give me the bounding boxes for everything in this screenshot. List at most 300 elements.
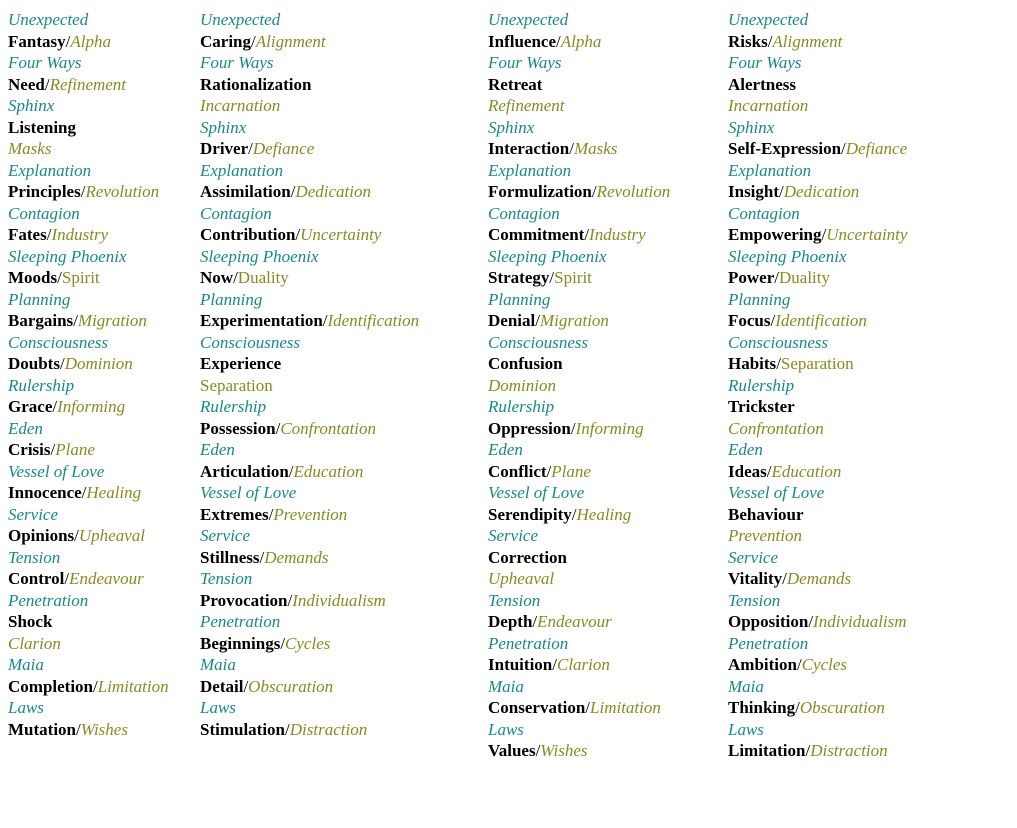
word-entry bbox=[728, 267, 907, 289]
word-entry bbox=[8, 525, 169, 547]
word-entry bbox=[200, 353, 419, 375]
word-entry bbox=[488, 332, 670, 354]
secondary-word: Masks bbox=[8, 139, 52, 158]
category-word: Four Ways bbox=[8, 53, 82, 72]
word-entry bbox=[488, 633, 670, 655]
category-word: Explanation bbox=[488, 160, 572, 180]
slash-separator: / bbox=[767, 31, 773, 51]
word-entry bbox=[200, 396, 419, 418]
primary-word: Focus bbox=[728, 311, 771, 330]
word-entry bbox=[8, 439, 169, 461]
category-word: Tension bbox=[200, 569, 253, 588]
secondary-word: Endeavour bbox=[537, 612, 612, 631]
word-entry bbox=[200, 160, 419, 182]
secondary-word: Migration bbox=[77, 311, 147, 330]
word-entry bbox=[8, 504, 169, 526]
primary-word: Commitment bbox=[488, 225, 585, 244]
word-column-4 bbox=[728, 9, 907, 762]
primary-word: Doubts bbox=[8, 354, 60, 373]
word-entry bbox=[728, 31, 907, 53]
slash-separator: / bbox=[766, 461, 772, 481]
word-entry bbox=[8, 52, 169, 74]
slash-separator: / bbox=[808, 612, 814, 631]
slash-separator: / bbox=[552, 655, 557, 674]
category-word: Consciousness bbox=[488, 332, 589, 352]
secondary-word: Refinement bbox=[49, 74, 127, 94]
category-word: Contagion bbox=[488, 203, 560, 223]
word-entry bbox=[200, 52, 419, 74]
secondary-word: Plane bbox=[55, 440, 95, 459]
secondary-word: Defiance bbox=[845, 139, 908, 158]
secondary-word: Migration bbox=[539, 311, 609, 330]
category-word: Laws bbox=[488, 719, 524, 739]
word-entry bbox=[8, 95, 169, 117]
word-entry bbox=[728, 138, 907, 160]
word-entry bbox=[488, 267, 670, 289]
primary-word: Values bbox=[488, 741, 536, 760]
word-entry bbox=[8, 9, 169, 31]
slash-separator: / bbox=[776, 354, 781, 373]
word-entry bbox=[488, 246, 670, 268]
word-entry bbox=[488, 31, 670, 53]
word-entry bbox=[200, 31, 419, 53]
category-word: Contagion bbox=[8, 203, 80, 223]
primary-word: Strategy bbox=[488, 268, 550, 287]
secondary-word: Confrontation bbox=[280, 418, 377, 438]
primary-word: Possession bbox=[200, 418, 276, 438]
primary-word: Listening bbox=[8, 117, 77, 137]
primary-word: Moods bbox=[8, 268, 58, 287]
slash-separator: / bbox=[569, 139, 574, 158]
slash-separator: / bbox=[584, 225, 590, 244]
primary-word: Articulation bbox=[200, 461, 289, 481]
word-entry bbox=[728, 568, 907, 590]
primary-word: Innocence bbox=[8, 483, 82, 502]
secondary-word: Obscuration bbox=[799, 698, 885, 717]
category-word: Vessel of Love bbox=[200, 483, 297, 502]
secondary-word: Individualism bbox=[813, 612, 907, 631]
secondary-word: Spirit bbox=[61, 268, 100, 287]
primary-word: Bargains bbox=[8, 311, 74, 330]
slash-separator: / bbox=[59, 354, 65, 373]
word-entry bbox=[8, 203, 169, 225]
primary-word: Trickster bbox=[728, 397, 795, 416]
word-entry bbox=[200, 95, 419, 117]
category-word: Consciousness bbox=[8, 332, 109, 352]
secondary-word: Informing bbox=[575, 418, 644, 438]
secondary-word: Education bbox=[293, 461, 364, 481]
secondary-word: Cycles bbox=[285, 633, 331, 653]
word-entry bbox=[728, 439, 907, 461]
word-entry bbox=[728, 461, 907, 483]
word-entry bbox=[488, 74, 670, 96]
word-entry bbox=[8, 160, 169, 182]
word-entry bbox=[200, 525, 419, 547]
secondary-word: Healing bbox=[576, 504, 632, 524]
secondary-word: Uncertainty bbox=[300, 225, 382, 244]
primary-word: Extremes bbox=[200, 504, 269, 524]
secondary-word: Wishes bbox=[80, 719, 128, 739]
secondary-word: Alignment bbox=[772, 31, 843, 51]
primary-word: Power bbox=[728, 268, 775, 287]
primary-word: Self-Expression bbox=[728, 139, 842, 158]
primary-word: Mutation bbox=[8, 719, 76, 739]
word-entry bbox=[488, 719, 670, 741]
word-entry bbox=[728, 719, 907, 741]
category-word: Planning bbox=[200, 289, 263, 309]
word-entry bbox=[488, 95, 670, 117]
category-word: Sphinx bbox=[8, 96, 55, 115]
primary-word: Interaction bbox=[488, 139, 570, 158]
secondary-word: Clarion bbox=[8, 633, 61, 653]
slash-separator: / bbox=[46, 225, 52, 244]
primary-word: Ambition bbox=[728, 655, 797, 674]
word-entry bbox=[488, 547, 670, 569]
slash-separator: / bbox=[571, 504, 577, 524]
slash-separator: / bbox=[280, 633, 286, 653]
word-entry bbox=[488, 353, 670, 375]
word-entry bbox=[8, 482, 169, 504]
word-entry bbox=[200, 676, 419, 698]
secondary-word: Identification bbox=[775, 311, 867, 330]
word-entry bbox=[728, 117, 907, 139]
slash-separator: / bbox=[795, 698, 800, 717]
secondary-word: Education bbox=[771, 461, 842, 481]
secondary-word: Dominion bbox=[488, 375, 556, 395]
category-word: Vessel of Love bbox=[488, 483, 585, 502]
primary-word: Provocation bbox=[200, 590, 288, 610]
primary-word: Grace bbox=[8, 397, 53, 416]
word-entry bbox=[728, 525, 907, 547]
category-word: Penetration bbox=[488, 633, 569, 653]
primary-word: Denial bbox=[488, 311, 536, 330]
primary-word: Conservation bbox=[488, 698, 586, 717]
word-entry bbox=[488, 590, 670, 612]
word-entry bbox=[200, 504, 419, 526]
word-entry bbox=[488, 396, 670, 418]
category-word: Sleeping Phoenix bbox=[8, 246, 127, 266]
primary-word: Principles bbox=[8, 182, 81, 201]
word-entry bbox=[8, 246, 169, 268]
secondary-word: Dedication bbox=[295, 182, 371, 201]
word-entry bbox=[488, 568, 670, 590]
primary-word: Fates bbox=[8, 225, 47, 244]
category-word: Unexpected bbox=[728, 10, 809, 29]
word-entry bbox=[728, 697, 907, 719]
word-entry bbox=[200, 9, 419, 31]
category-word: Laws bbox=[8, 698, 44, 717]
category-word: Eden bbox=[200, 440, 235, 459]
word-entry bbox=[200, 590, 419, 612]
word-entry bbox=[8, 590, 169, 612]
slash-separator: / bbox=[275, 418, 281, 438]
category-word: Maia bbox=[8, 655, 44, 674]
word-entry bbox=[488, 504, 670, 526]
slash-separator: / bbox=[535, 311, 540, 330]
slash-separator: / bbox=[64, 569, 70, 588]
primary-word: Stimulation bbox=[200, 719, 286, 739]
primary-word: Experimentation bbox=[200, 311, 323, 330]
word-entry bbox=[488, 676, 670, 698]
word-entry bbox=[8, 74, 169, 96]
secondary-word: Masks bbox=[573, 139, 618, 158]
secondary-word: Upheaval bbox=[488, 569, 555, 588]
secondary-word: Confrontation bbox=[728, 418, 824, 438]
secondary-word: Distraction bbox=[289, 719, 368, 739]
word-entry bbox=[488, 525, 670, 547]
slash-separator: / bbox=[549, 268, 555, 287]
word-entry bbox=[8, 611, 169, 633]
word-entry bbox=[488, 418, 670, 440]
category-word: Sleeping Phoenix bbox=[200, 246, 319, 266]
primary-word: Need bbox=[8, 74, 45, 94]
slash-separator: / bbox=[268, 504, 274, 524]
slash-separator: / bbox=[57, 268, 62, 287]
secondary-word: Separation bbox=[200, 375, 273, 395]
word-entry bbox=[8, 418, 169, 440]
primary-word: Intuition bbox=[488, 655, 553, 674]
slash-separator: / bbox=[821, 225, 827, 244]
secondary-word: Demands bbox=[786, 569, 852, 588]
primary-word: Depth bbox=[488, 612, 533, 631]
word-entry bbox=[488, 611, 670, 633]
word-entry bbox=[200, 482, 419, 504]
secondary-word: Dominion bbox=[64, 354, 133, 373]
primary-word: Retreat bbox=[488, 74, 543, 94]
slash-separator: / bbox=[556, 31, 561, 51]
word-entry bbox=[200, 224, 419, 246]
word-entry bbox=[200, 289, 419, 311]
primary-word: Caring bbox=[200, 31, 251, 51]
word-column-1 bbox=[8, 9, 169, 740]
slash-separator: / bbox=[285, 719, 290, 739]
category-word: Sphinx bbox=[728, 117, 775, 137]
word-entry bbox=[200, 547, 419, 569]
word-entry bbox=[728, 590, 907, 612]
slash-separator: / bbox=[770, 311, 776, 330]
word-entry bbox=[8, 181, 169, 203]
primary-word: Serendipity bbox=[488, 504, 572, 524]
secondary-word: Cycles bbox=[801, 655, 848, 674]
word-entry bbox=[728, 676, 907, 698]
word-entry bbox=[488, 181, 670, 203]
slash-separator: / bbox=[248, 139, 253, 158]
primary-word: Completion bbox=[8, 676, 93, 696]
secondary-word: Incarnation bbox=[728, 96, 809, 115]
secondary-word: Demands bbox=[264, 547, 329, 567]
slash-separator: / bbox=[74, 526, 79, 545]
word-entry bbox=[728, 332, 907, 354]
slash-separator: / bbox=[535, 741, 541, 760]
category-word: Four Ways bbox=[728, 53, 802, 72]
word-entry bbox=[728, 547, 907, 569]
word-entry bbox=[8, 267, 169, 289]
word-entry bbox=[8, 310, 169, 332]
word-entry bbox=[488, 289, 670, 311]
category-word: Sleeping Phoenix bbox=[728, 246, 847, 266]
slash-separator: / bbox=[243, 676, 249, 696]
word-entry bbox=[728, 482, 907, 504]
category-word: Sleeping Phoenix bbox=[488, 246, 607, 266]
primary-word: Ideas bbox=[728, 461, 767, 481]
category-word: Maia bbox=[728, 676, 764, 696]
category-word: Tension bbox=[8, 547, 61, 567]
secondary-word: Plane bbox=[551, 461, 591, 481]
primary-word: Habits bbox=[728, 354, 777, 373]
word-entry bbox=[728, 611, 907, 633]
word-entry bbox=[200, 332, 419, 354]
secondary-word: Revolution bbox=[596, 182, 671, 201]
word-entry bbox=[200, 461, 419, 483]
word-entry bbox=[488, 740, 670, 762]
word-entry bbox=[8, 547, 169, 569]
word-entry bbox=[8, 138, 169, 160]
category-word: Consciousness bbox=[728, 332, 829, 352]
secondary-word: Uncertainty bbox=[826, 225, 908, 244]
category-word: Contagion bbox=[728, 203, 800, 223]
secondary-word: Limitation bbox=[590, 698, 661, 717]
primary-word: Thinking bbox=[728, 698, 796, 717]
primary-word: Crisis bbox=[8, 440, 51, 459]
category-word: Four Ways bbox=[200, 53, 274, 72]
slash-separator: / bbox=[233, 268, 238, 287]
category-word: Penetration bbox=[8, 590, 89, 610]
word-entry bbox=[200, 74, 419, 96]
category-word: Service bbox=[8, 504, 59, 524]
slash-separator: / bbox=[532, 612, 538, 631]
word-entry bbox=[728, 396, 907, 418]
slash-separator: / bbox=[288, 461, 294, 481]
word-entry bbox=[728, 9, 907, 31]
category-word: Rulership bbox=[200, 397, 267, 416]
word-entry bbox=[8, 332, 169, 354]
category-word: Consciousness bbox=[200, 332, 301, 352]
word-entry bbox=[488, 439, 670, 461]
primary-word: Influence bbox=[488, 31, 556, 51]
primary-word: Driver bbox=[200, 139, 249, 158]
category-word: Tension bbox=[488, 590, 541, 610]
slash-separator: / bbox=[782, 569, 787, 588]
word-entry bbox=[200, 310, 419, 332]
secondary-word: Obscuration bbox=[248, 676, 334, 696]
slash-separator: / bbox=[591, 182, 597, 201]
word-entry bbox=[200, 633, 419, 655]
category-word: Maia bbox=[488, 676, 524, 696]
word-entry bbox=[8, 697, 169, 719]
slash-separator: / bbox=[52, 397, 58, 416]
secondary-word: Defiance bbox=[252, 139, 315, 158]
secondary-word: Healing bbox=[86, 483, 142, 502]
slash-separator: / bbox=[76, 719, 81, 739]
primary-word: Opposition bbox=[728, 612, 809, 631]
word-entry bbox=[200, 418, 419, 440]
word-entry bbox=[200, 246, 419, 268]
primary-word: Assimilation bbox=[200, 182, 291, 201]
secondary-word: Individualism bbox=[292, 590, 386, 610]
category-word: Vessel of Love bbox=[8, 461, 105, 481]
word-entry bbox=[8, 633, 169, 655]
secondary-word: Identification bbox=[327, 311, 420, 330]
secondary-word: Endeavour bbox=[69, 569, 144, 588]
slash-separator: / bbox=[65, 31, 71, 51]
secondary-word: Prevention bbox=[728, 526, 802, 545]
slash-separator: / bbox=[80, 182, 86, 201]
category-word: Four Ways bbox=[488, 53, 562, 72]
slash-separator: / bbox=[287, 590, 293, 610]
category-word: Vessel of Love bbox=[728, 483, 825, 502]
primary-word: Conflict bbox=[488, 461, 547, 481]
primary-word: Experience bbox=[200, 354, 282, 373]
category-word: Planning bbox=[488, 289, 551, 309]
secondary-word: Clarion bbox=[556, 655, 610, 674]
category-word: Eden bbox=[8, 418, 43, 438]
word-entry bbox=[8, 654, 169, 676]
slash-separator: / bbox=[251, 31, 256, 51]
primary-word: Now bbox=[200, 268, 234, 287]
word-entry bbox=[728, 353, 907, 375]
word-entry bbox=[728, 224, 907, 246]
slash-separator: / bbox=[44, 74, 50, 94]
word-entry bbox=[8, 375, 169, 397]
category-word: Unexpected bbox=[488, 10, 569, 29]
secondary-word: Alpha bbox=[70, 31, 111, 51]
primary-word: Vitality bbox=[728, 569, 783, 588]
word-column-2 bbox=[200, 9, 419, 740]
word-entry bbox=[488, 461, 670, 483]
secondary-word: Distraction bbox=[810, 741, 888, 760]
primary-word: Rationalization bbox=[200, 74, 312, 94]
word-entry bbox=[728, 504, 907, 526]
word-entry bbox=[728, 633, 907, 655]
secondary-word: Refinement bbox=[488, 96, 565, 115]
slash-separator: / bbox=[322, 311, 328, 330]
word-entry bbox=[728, 160, 907, 182]
secondary-word: Duality bbox=[779, 268, 830, 287]
category-word: Penetration bbox=[728, 633, 809, 653]
slash-separator: / bbox=[259, 547, 265, 567]
word-entry bbox=[8, 676, 169, 698]
word-entry bbox=[728, 289, 907, 311]
word-entry bbox=[200, 138, 419, 160]
word-column-3 bbox=[488, 9, 670, 762]
secondary-word: Wishes bbox=[540, 741, 588, 760]
word-entry bbox=[728, 654, 907, 676]
category-word: Maia bbox=[200, 655, 236, 674]
primary-word: Behaviour bbox=[728, 504, 804, 524]
category-word: Service bbox=[728, 547, 779, 567]
word-entry bbox=[200, 568, 419, 590]
primary-word: Insight bbox=[728, 182, 780, 201]
secondary-word: Duality bbox=[237, 268, 289, 287]
word-entry bbox=[728, 203, 907, 225]
category-word: Sphinx bbox=[200, 117, 247, 137]
word-entry bbox=[8, 461, 169, 483]
word-entry bbox=[200, 375, 419, 397]
slash-separator: / bbox=[81, 483, 87, 502]
secondary-word: Prevention bbox=[273, 504, 348, 524]
word-entry bbox=[8, 396, 169, 418]
primary-word: Opinions bbox=[8, 526, 75, 545]
category-word: Planning bbox=[728, 289, 791, 309]
primary-word: Correction bbox=[488, 547, 567, 567]
word-entry bbox=[728, 181, 907, 203]
word-entry bbox=[488, 375, 670, 397]
word-entry bbox=[488, 9, 670, 31]
category-word: Unexpected bbox=[8, 10, 89, 29]
slash-separator: / bbox=[841, 139, 846, 158]
category-word: Tension bbox=[728, 590, 781, 610]
word-entry bbox=[200, 181, 419, 203]
